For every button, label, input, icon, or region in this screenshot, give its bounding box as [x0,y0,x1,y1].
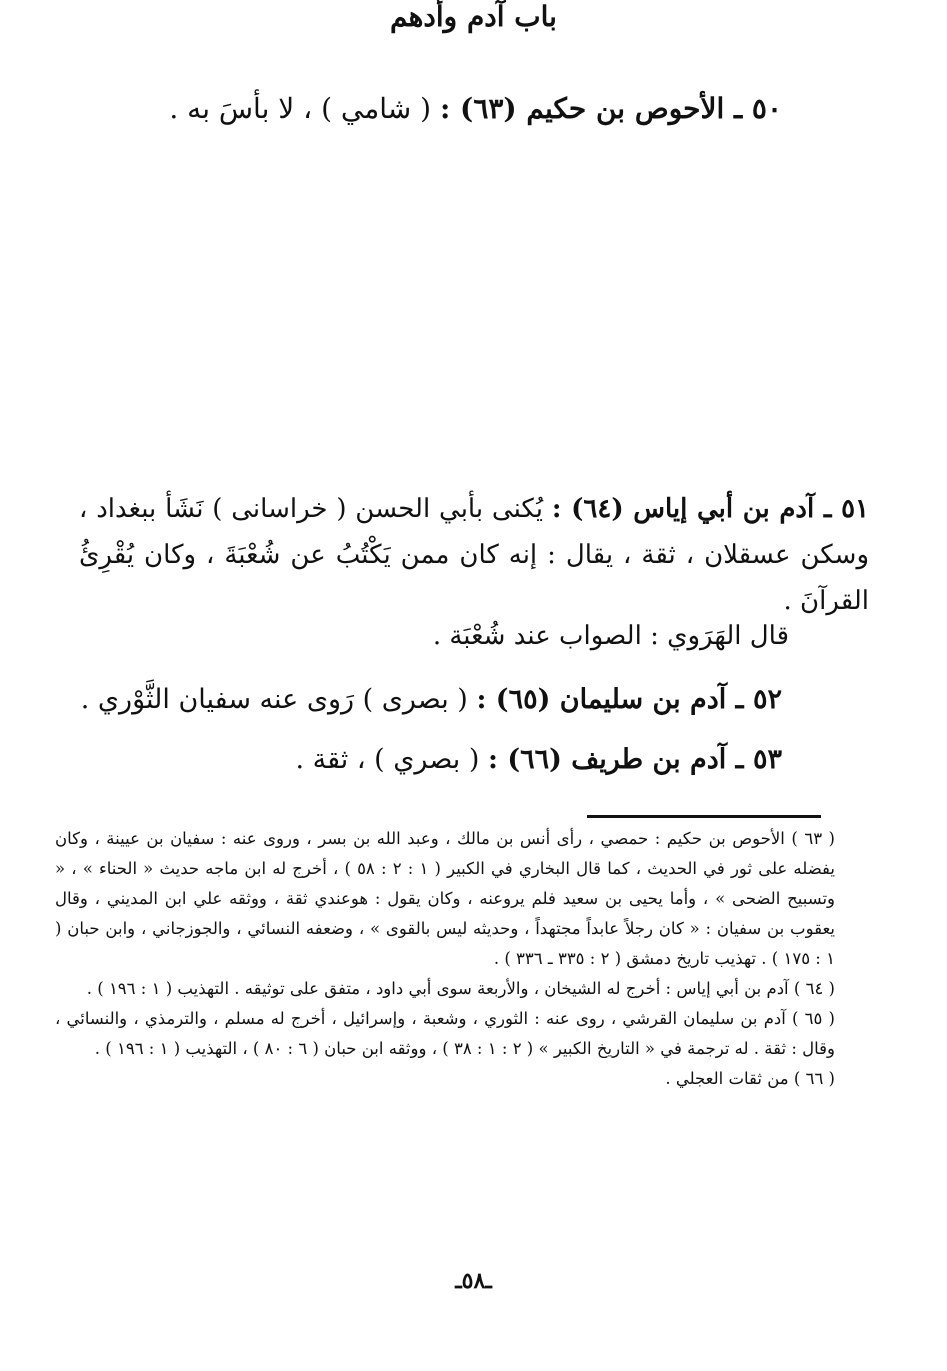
footnotes [55,824,835,1094]
entry-52-body: ( بصرى ) رَوى عنه سفيان الثَّوْري . [80,684,477,715]
entry-52 [81,684,782,715]
entry-51-body: يُكنى بأبي الحسن ( خراسانى ) نَشَأ ببغداد ، وسكن عسقلان ، ثقة ، يقال : إنه كان ممن يَكْتُبُ عن شُعْبَةَ ، وكان يُقْرِئُ القرآنَ . [79,494,869,616]
footnote-separator [587,815,821,818]
footnote-63: ( ٦٣ ) الأحوص بن حكيم : حمصي ، رأى أنس بن مالك ، وعبد الله بن بسر ، وروى عنه : سفيان بن عيينة ، وكان يفضله على ثور في الحديث ، كما قال البخاري في الكبير ( ١ : ٢ : ٥٨ ) ، أخرج له ابن ماجه حديث « الحناء » ، « وتسبيح الضحى » ، وأما يحيى بن سعيد فلم يروعنه ، وكان يقول : هوعندي ثقة ، ووثقه علي ابن المديني ، وقال يعقوب بن سفيان : « كان رجلاً عابداً مجتهداً ، وحديثه ليس بالقوى » ، وضعفه النسائي ، والجوزجاني ، وابن حبان ( ١ : ١٧٥ ) . تهذيب تاريخ دمشق ( ٢ : ٣٣٥ ـ ٣٣٦ ) . [55,829,835,968]
entry-53-heading: ٥٣ ـ آدم بن طريف (٦٦) : [487,744,782,775]
footnote-65: ( ٦٥ ) آدم بن سليمان القرشي ، روى عنه : الثوري ، وشعبة ، وإسرائيل ، أخرج له مسلم ، والترمذي ، والنسائي ، وقال : ثقة . له ترجمة في « التاريخ الكبير » ( ٢ : ١ : ٣٨ ) ، ووثقه ابن حبان ( ٦ : ٨٠ ) ، التهذيب ( ١ : ١٩٦ ) . [55,1009,835,1058]
entry-51 [79,486,869,624]
entry-51-note: قال الهَرَوي : الصواب عند شُعْبَة . [432,621,789,651]
page-number: ـ٥٨ـ [455,1268,492,1294]
footnote-66: ( ٦٦ ) من ثقات العجلي . [665,1069,835,1088]
entry-50-body: ( شامي ) ، لا بأسَ به . [169,92,440,125]
entry-52-heading: ٥٢ ـ آدم بن سليمان (٦٥) : [476,684,782,715]
entry-53 [295,744,782,775]
entry-51-heading: ٥١ ـ آدم بن أبي إياس (٦٤) : [551,494,869,524]
footnote-64: ( ٦٤ ) آدم بن أبي إياس : أخرج له الشيخان ، والأربعة سوى أبي داود ، متفق على توثيقه . التهذيب ( ١ : ١٩٦ ) . [86,979,835,998]
chapter-title: باب آدم وأدهم [390,0,557,33]
entry-53-body: ( بصري ) ، ثقة . [295,744,488,775]
entry-50-heading: ٥٠ ـ الأحوص بن حكيم (٦٣) : [439,92,782,125]
entry-50 [169,92,782,125]
